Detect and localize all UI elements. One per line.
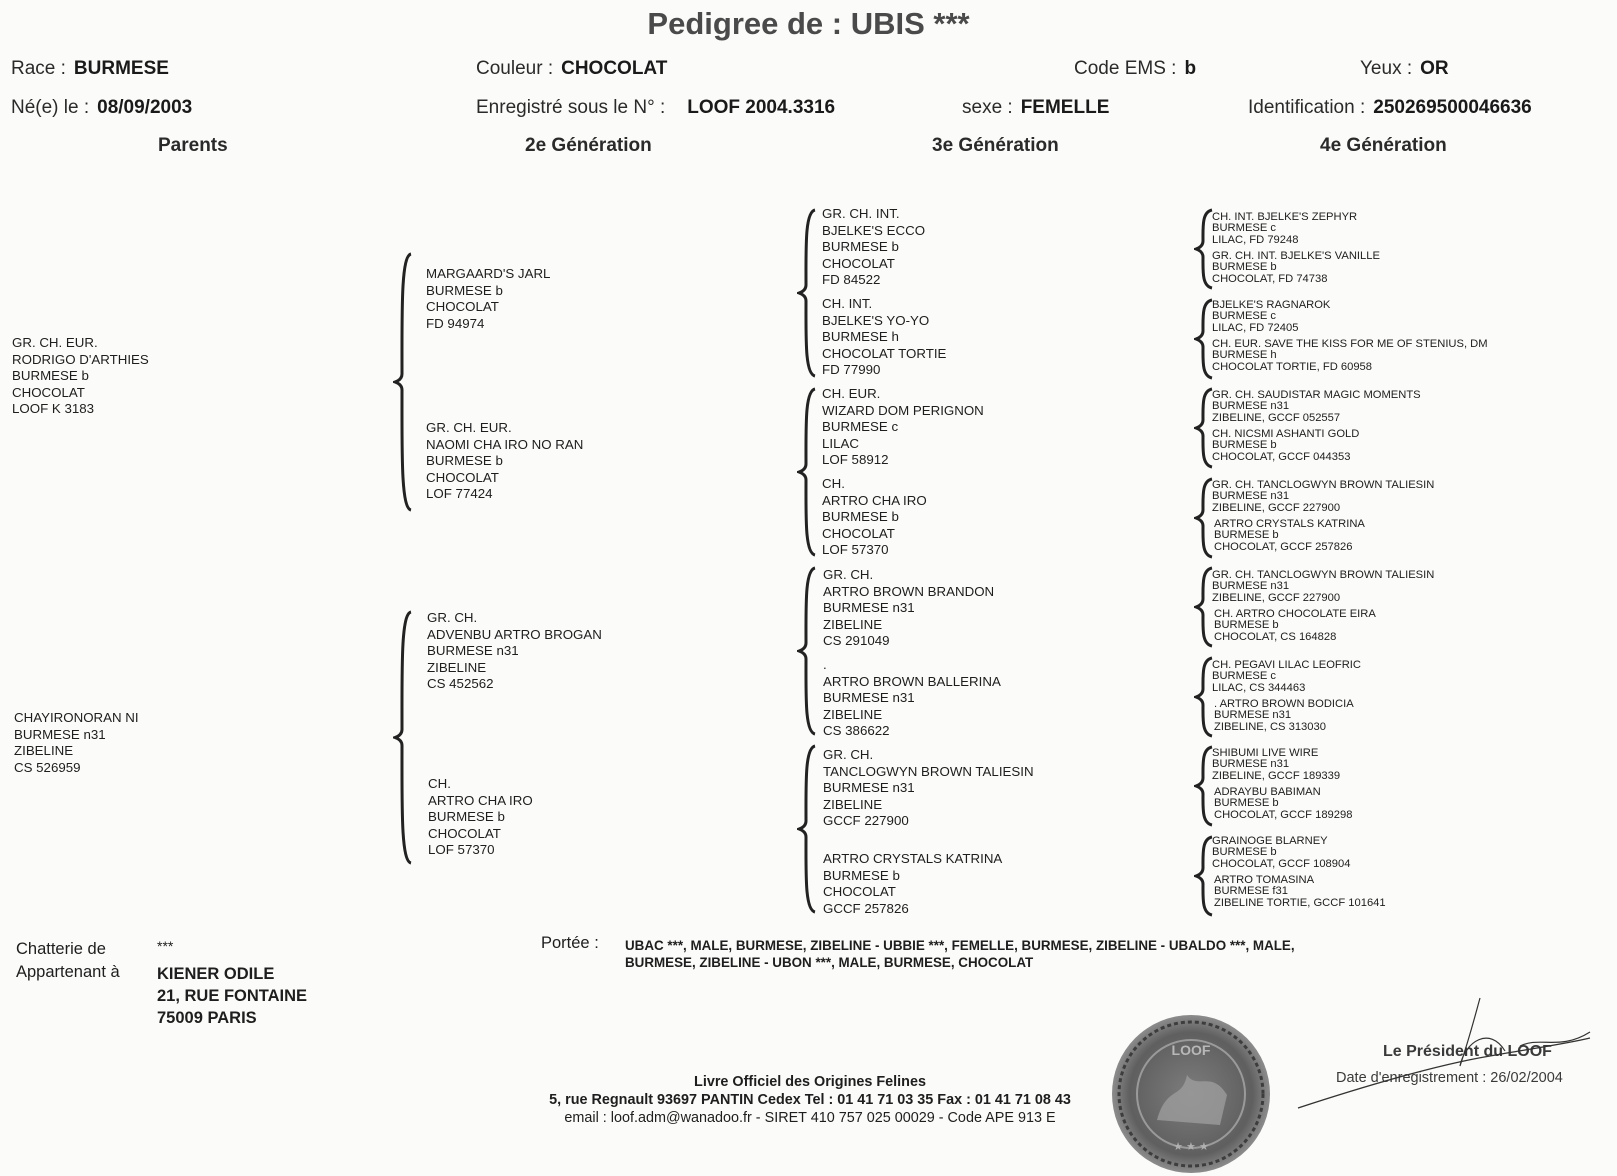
gen3-entry-7-line: GR. CH. (823, 747, 874, 762)
president-label: Le Président du LOOF (1383, 1043, 1552, 1060)
gen2-entry-4 (428, 776, 533, 859)
gen4-entry-9 (1212, 570, 1434, 604)
chatterie-label: Chatterie de (16, 940, 106, 958)
gen3-brace-1 (797, 208, 819, 378)
gen3-entry-4-line: BURMESE b (822, 509, 899, 525)
gen3-entry-3-line: CH. EUR. (822, 386, 881, 401)
gen3-entry-1-line: BURMESE b (822, 239, 899, 255)
parent-sire-line: RODRIGO D'ARTHIES (12, 351, 149, 367)
gen3-entry-3-line: LOF 58912 (822, 452, 889, 468)
gen4-entry-3 (1212, 300, 1330, 334)
footer-org: Livre Officiel des Origines Felines (694, 1074, 926, 1090)
gen3-entry-4-line: CHOCOLAT (822, 525, 895, 541)
gen4-entry-16-line: ZIBELINE TORTIE, GCCF 101641 (1214, 896, 1386, 909)
gen4-entry-12-line: . ARTRO BROWN BODICIA (1214, 698, 1354, 710)
gen4-entry-7-line: ZIBELINE, GCCF 227900 (1212, 501, 1341, 514)
gen4-entry-6-line: BURMESE b (1212, 439, 1277, 452)
owner-address (157, 963, 307, 1029)
gen3-entry-5-line: CS 291049 (823, 633, 890, 649)
gen3-entry-1-line: GR. CH. INT. (822, 206, 900, 221)
ems-label: Code EMS : (1074, 58, 1177, 79)
gen4-entry-5-line: BURMESE n31 (1212, 400, 1290, 413)
gen3-entry-8 (823, 851, 1002, 917)
gen3-entry-7-line: GCCF 227900 (823, 813, 909, 829)
gen4-entry-14-line: CHOCOLAT, GCCF 189298 (1214, 808, 1353, 821)
owner-city: 75009 PARIS (157, 1009, 257, 1027)
gen3-entry-3 (822, 386, 984, 469)
gen3-entry-2-line: BURMESE h (822, 329, 899, 345)
gen3-entry-8-line: BURMESE b (823, 867, 900, 883)
gen4-entry-3-line: LILAC, FD 72405 (1212, 321, 1299, 334)
gen2-entry-1-line: MARGAARD'S JARL (426, 266, 551, 281)
portee-label: Portée : (541, 934, 599, 952)
race-label: Race : (11, 58, 66, 79)
gen4-entry-2 (1212, 251, 1380, 285)
registration-date-label: Date d'enregistrement : (1336, 1070, 1487, 1086)
gen3-entry-5-line: BURMESE n31 (823, 600, 915, 616)
gen4-entry-1-line: BURMESE c (1212, 222, 1277, 235)
gen3-entry-5-line: ZIBELINE (823, 616, 883, 632)
nee-label: Né(e) le : (11, 97, 90, 118)
couleur-field (476, 58, 667, 80)
gen3-entry-5-line: GR. CH. (823, 567, 874, 582)
gen4-entry-13-line: BURMESE n31 (1212, 758, 1290, 771)
gen4-entry-10-line: CH. ARTRO CHOCOLATE EIRA (1214, 608, 1376, 620)
gen4-entry-2-line: BURMESE b (1212, 261, 1277, 274)
gen4-entry-7-line: GR. CH. TANCLOGWYN BROWN TALIESIN (1212, 479, 1435, 491)
gen4-entry-15-line: BURMESE b (1212, 846, 1277, 859)
gen2-entry-2-line: GR. CH. EUR. (426, 420, 512, 435)
gen2-entry-3-line: ADVENBU ARTRO BROGAN (427, 626, 602, 642)
gen4-brace-8 (1194, 835, 1216, 917)
gen3-entry-7-line: TANCLOGWYN BROWN TALIESIN (823, 763, 1034, 779)
gen3-entry-8-line: ARTRO CRYSTALS KATRINA (823, 851, 1003, 866)
loof-seal (1112, 1015, 1270, 1173)
gen3-entry-7 (823, 747, 1034, 830)
gen3-entry-7-line: ZIBELINE (823, 796, 883, 812)
gen3-brace-4 (797, 744, 819, 914)
gen3-entry-6-line: ZIBELINE (823, 706, 883, 722)
gen4-entry-2-line: GR. CH. INT. BJELKE'S VANILLE (1212, 250, 1380, 262)
gen2-entry-2-line: NAOMI CHA IRO NO RAN (426, 436, 584, 452)
race-field (11, 58, 169, 80)
gen4-entry-1-line: LILAC, FD 79248 (1212, 233, 1299, 246)
gen4-entry-12-line: BURMESE n31 (1214, 709, 1292, 722)
parent-dam-line: CS 526959 (14, 759, 81, 775)
gen4-entry-11 (1212, 660, 1361, 694)
gen4-entry-13-line: SHIBUMI LIVE WIRE (1212, 747, 1319, 759)
gen4-entry-11-line: CH. PEGAVI LILAC LEOFRIC (1212, 659, 1361, 671)
gen3-entry-8-line: CHOCOLAT (823, 884, 896, 900)
appartenant-label: Appartenant à (16, 963, 120, 981)
parent-sire-line: BURMESE b (12, 368, 89, 384)
gen3-entry-4-line: LOF 57370 (822, 542, 889, 558)
couleur-value: CHOCOLAT (561, 58, 668, 79)
gen4-entry-9-line: ZIBELINE, GCCF 227900 (1212, 591, 1341, 604)
gen4-entry-2-line: CHOCOLAT, FD 74738 (1212, 272, 1328, 285)
gen3-entry-3-line: LILAC (822, 435, 859, 451)
svg-text:★ ★ ★: ★ ★ ★ (1173, 1141, 1209, 1153)
gen4-brace-1 (1194, 208, 1216, 290)
gen3-entry-1-line: BJELKE'S ECCO (822, 222, 926, 238)
portee-text (625, 937, 1295, 971)
gen2-entry-3 (427, 610, 602, 693)
gen3-entry-1-line: FD 84522 (822, 272, 881, 288)
gen2-entry-2-line: CHOCOLAT (426, 469, 499, 485)
gen2-entry-3-line: GR. CH. (427, 610, 478, 625)
gen4-entry-13-line: ZIBELINE, GCCF 189339 (1212, 769, 1341, 782)
gen4-brace-6 (1194, 656, 1216, 738)
ems-value: b (1184, 58, 1197, 79)
gen4-entry-13 (1212, 748, 1340, 782)
gen2-entry-3-line: CS 452562 (427, 676, 494, 692)
enreg-field (476, 97, 835, 119)
gen4-entry-14-line: ADRAYBU BABIMAN (1214, 786, 1321, 798)
gen4-entry-16 (1214, 875, 1386, 909)
parent-dam (14, 710, 139, 776)
yeux-value: OR (1420, 58, 1449, 79)
gen2-entry-4-line: ARTRO CHA IRO (428, 792, 533, 808)
gen2-entry-2-line: LOF 77424 (426, 486, 493, 502)
gen4-entry-8 (1214, 519, 1365, 553)
gen4-entry-8-line: BURMESE b (1214, 529, 1279, 542)
couleur-label: Couleur : (476, 58, 554, 79)
gen3-entry-6-line: CS 386622 (823, 723, 890, 739)
gen4-brace-3 (1194, 387, 1216, 469)
gen3-brace-2 (797, 387, 819, 557)
gen3-entry-4-line: CH. (822, 476, 845, 491)
gen4-entry-5 (1212, 390, 1421, 424)
gen2-entry-3-line: ZIBELINE (427, 659, 487, 675)
gen2-brace-sire (393, 252, 415, 512)
gen4-entry-15-line: GRAINOGE BLARNEY (1212, 835, 1328, 847)
gen3-entry-2-line: CHOCOLAT TORTIE (822, 345, 947, 361)
registration-date-value: 26/02/2004 (1490, 1070, 1563, 1086)
gen4-entry-6-line: CH. NICSMI ASHANTI GOLD (1212, 428, 1360, 440)
gen4-entry-7 (1212, 480, 1434, 514)
portee-line-1: UBAC ***, MALE, BURMESE, ZIBELINE - UBBIE ***, FEMELLE, BURMESE, ZIBELINE - UBALDO ***, MALE, (625, 938, 1295, 953)
gen4-entry-12 (1214, 699, 1354, 733)
gen4-entry-14-line: BURMESE b (1214, 797, 1279, 810)
gen4-entry-3-line: BURMESE c (1212, 310, 1277, 323)
gen4-entry-1 (1212, 212, 1357, 246)
gen4-entry-11-line: BURMESE c (1212, 670, 1277, 683)
race-value: BURMESE (73, 58, 169, 79)
gen3-entry-3-line: BURMESE c (822, 419, 899, 435)
gen3-entry-5-line: ARTRO BROWN BRANDON (823, 583, 995, 599)
portee-line-2: BURMESE, ZIBELINE - UBON ***, MALE, BURMESE, CHOCOLAT (625, 955, 1034, 970)
gen3-entry-4-line: ARTRO CHA IRO (822, 492, 927, 508)
gen3-entry-1 (822, 206, 925, 289)
gen2-entry-4-line: CH. (428, 776, 451, 791)
gen4-entry-4-line: BURMESE h (1212, 349, 1277, 362)
sexe-value: FEMELLE (1020, 97, 1110, 118)
gen2-entry-2 (426, 420, 583, 503)
gen4-entry-11-line: LILAC, CS 344463 (1212, 681, 1306, 694)
gen4-entry-4-line: CHOCOLAT TORTIE, FD 60958 (1212, 360, 1372, 373)
gen4-brace-7 (1194, 745, 1216, 827)
gen2-entry-4-line: LOF 57370 (428, 842, 495, 858)
gen4-brace-5 (1194, 566, 1216, 648)
gen3-brace-3 (797, 566, 819, 736)
column-header-gen3: 3e Génération (932, 135, 1059, 156)
gen4-entry-14 (1214, 787, 1352, 821)
gen4-entry-10-line: BURMESE b (1214, 619, 1279, 632)
gen2-brace-dam (393, 610, 415, 865)
gen3-entry-2-line: FD 77990 (822, 362, 881, 378)
gen4-entry-6-line: CHOCOLAT, GCCF 044353 (1212, 450, 1351, 463)
gen4-entry-8-line: ARTRO CRYSTALS KATRINA (1214, 518, 1365, 530)
owner-street: 21, RUE FONTAINE (157, 987, 308, 1005)
gen2-entry-3-line: BURMESE n31 (427, 643, 519, 659)
column-header-gen2: 2e Génération (525, 135, 652, 156)
gen3-entry-2-line: CH. INT. (822, 296, 873, 311)
page-title: Pedigree de : UBIS *** (647, 6, 970, 41)
gen3-entry-8-line: GCCF 257826 (823, 900, 909, 916)
owner-name: KIENER ODILE (157, 965, 275, 983)
nee-field (11, 97, 192, 119)
gen4-entry-6 (1212, 429, 1359, 463)
column-header-gen4: 4e Génération (1320, 135, 1447, 156)
gen2-entry-2-line: BURMESE b (426, 453, 503, 469)
gen3-entry-2 (822, 296, 946, 379)
gen2-entry-1-line: BURMESE b (426, 282, 503, 298)
parent-sire-line: CHOCOLAT (12, 384, 85, 400)
parent-sire-line: LOOF K 3183 (12, 401, 95, 417)
gen4-entry-5-line: GR. CH. SAUDISTAR MAGIC MOMENTS (1212, 389, 1421, 401)
gen4-entry-10-line: CHOCOLAT, CS 164828 (1214, 630, 1337, 643)
nee-value: 08/09/2003 (97, 97, 193, 118)
gen4-entry-7-line: BURMESE n31 (1212, 490, 1290, 503)
parent-sire-line: GR. CH. EUR. (12, 335, 98, 350)
chatterie-value: *** (157, 938, 174, 954)
ident-label: Identification : (1248, 97, 1366, 118)
gen4-entry-9-line: GR. CH. TANCLOGWYN BROWN TALIESIN (1212, 569, 1435, 581)
gen3-entry-1-line: CHOCOLAT (822, 255, 895, 271)
enreg-value: LOOF 2004.3316 (687, 97, 836, 118)
yeux-field (1360, 58, 1449, 80)
gen4-entry-5-line: ZIBELINE, GCCF 052557 (1212, 411, 1341, 424)
gen2-entry-4-line: CHOCOLAT (428, 825, 501, 841)
parent-dam-line: ZIBELINE (14, 743, 74, 759)
parent-dam-line: CHAYIRONORAN NI (14, 710, 139, 725)
gen3-entry-2-line: BJELKE'S YO-YO (822, 312, 930, 328)
gen4-entry-15 (1212, 836, 1350, 870)
gen4-entry-4 (1212, 339, 1488, 373)
yeux-label: Yeux : (1360, 58, 1413, 79)
gen4-entry-16-line: BURMESE f31 (1214, 885, 1288, 898)
footer-contact: email : loof.adm@wanadoo.fr - SIRET 410 757 025 00029 - Code APE 913 E (564, 1110, 1056, 1126)
parent-sire (12, 335, 149, 418)
gen4-entry-8-line: CHOCOLAT, GCCF 257826 (1214, 540, 1353, 553)
column-header-parents: Parents (158, 135, 228, 156)
footer-address: 5, rue Regnault 93697 PANTIN Cedex Tel : 01 41 71 03 35 Fax : 01 41 71 08 43 (549, 1092, 1071, 1108)
president-signature (1290, 996, 1610, 1116)
gen4-entry-9-line: BURMESE n31 (1212, 580, 1290, 593)
gen3-entry-5 (823, 567, 994, 650)
gen2-entry-1 (426, 266, 550, 332)
sexe-label: sexe : (962, 97, 1013, 118)
gen4-entry-15-line: CHOCOLAT, GCCF 108904 (1212, 857, 1351, 870)
sexe-field (962, 97, 1109, 119)
gen4-entry-16-line: ARTRO TOMASINA (1214, 874, 1315, 886)
gen3-entry-6-line: BURMESE n31 (823, 690, 915, 706)
gen4-entry-3-line: BJELKE'S RAGNAROK (1212, 299, 1331, 311)
gen3-entry-6 (823, 657, 1001, 740)
gen4-brace-2 (1194, 298, 1216, 380)
gen4-brace-4 (1194, 477, 1216, 559)
gen4-entry-10 (1214, 609, 1376, 643)
gen4-entry-1-line: CH. INT. BJELKE'S ZEPHYR (1212, 211, 1358, 223)
gen2-entry-1-line: FD 94974 (426, 315, 485, 331)
gen4-entry-4-line: CH. EUR. SAVE THE KISS FOR ME OF STENIUS, DM (1212, 338, 1488, 350)
gen4-entry-12-line: ZIBELINE, CS 313030 (1214, 720, 1326, 733)
gen2-entry-4-line: BURMESE b (428, 809, 505, 825)
gen2-entry-1-line: CHOCOLAT (426, 299, 499, 315)
gen3-entry-4 (822, 476, 927, 559)
svg-text:LOOF: LOOF (1171, 1042, 1211, 1058)
gen3-entry-7-line: BURMESE n31 (823, 780, 915, 796)
ems-field (1074, 58, 1196, 80)
gen3-entry-6-line: . (823, 657, 827, 672)
ident-value: 250269500046636 (1373, 97, 1532, 118)
gen3-entry-3-line: WIZARD DOM PERIGNON (822, 402, 984, 418)
parent-dam-line: BURMESE n31 (14, 726, 106, 742)
footer (500, 1073, 1120, 1127)
enreg-label: Enregistré sous le N° : (476, 97, 666, 118)
ident-field (1248, 97, 1532, 119)
gen3-entry-6-line: ARTRO BROWN BALLERINA (823, 673, 1001, 689)
